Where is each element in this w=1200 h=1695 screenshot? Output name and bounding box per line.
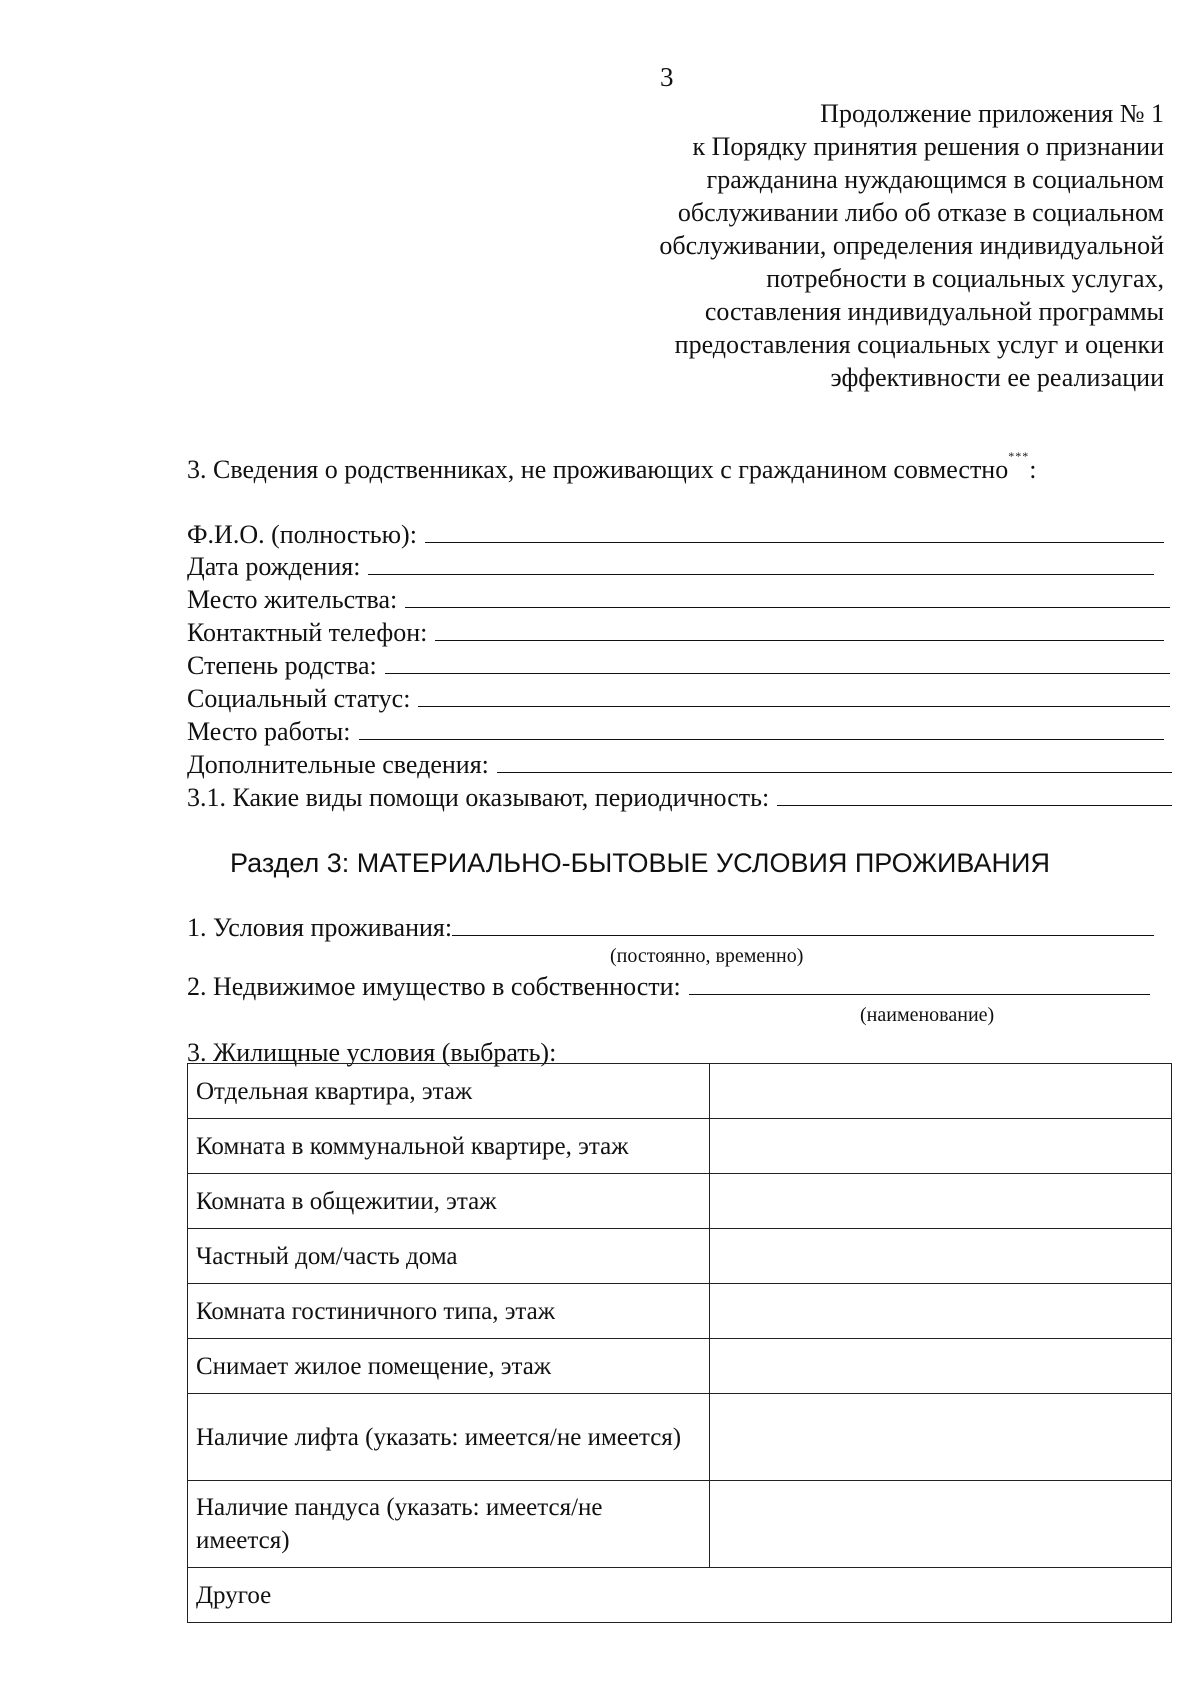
table-row [188, 1394, 1172, 1481]
table-row [188, 1064, 1172, 1119]
housing-conditions-table [187, 1063, 1172, 1623]
fill-line[interactable] [418, 684, 1170, 707]
housing-option-value-cell[interactable] [710, 1284, 1172, 1339]
table-row [188, 1174, 1172, 1229]
table-row [188, 1284, 1172, 1339]
housing-option: Комната в общежитии, этаж [188, 1174, 710, 1229]
field-living-conditions[interactable] [187, 913, 1154, 946]
living-conditions-hint: (постоянно, временно) [610, 945, 804, 967]
section-title: Раздел 3: МАТЕРИАЛЬНО-БЫТОВЫЕ УСЛОВИЯ ПРОЖИВАНИЯ [230, 848, 1050, 878]
header-line: эффективности ее реализации [830, 363, 1164, 392]
header-line: предоставления социальных услуг и оценки [674, 330, 1164, 359]
header-line: составления индивидуальной программы [704, 297, 1164, 326]
fill-line[interactable] [368, 552, 1154, 575]
field-label: Ф.И.О. (полностью): [187, 520, 417, 549]
housing-option-value-cell[interactable] [710, 1119, 1172, 1174]
fill-line[interactable] [359, 717, 1164, 740]
appendix-header [544, 97, 1164, 394]
fill-line[interactable] [689, 972, 1150, 995]
field-additional-info[interactable] [187, 750, 1172, 783]
housing-option-value-cell[interactable] [710, 1481, 1172, 1568]
field-label: 3.1. Какие виды помощи оказывают, периодичность: [187, 783, 770, 812]
field-label: Степень родства: [187, 651, 377, 680]
table-row [188, 1229, 1172, 1284]
field-label: Место жительства: [187, 585, 398, 614]
field-assistance-types[interactable] [187, 783, 1172, 816]
header-line: потребности в социальных услугах, [766, 264, 1164, 293]
header-line: гражданина нуждающимся в социальном [706, 165, 1164, 194]
housing-option: Снимает жилое помещение, этаж [188, 1339, 710, 1394]
housing-option: Наличие пандуса (указать: имеется/не имеется) [188, 1481, 710, 1568]
field-workplace[interactable] [187, 717, 1164, 750]
housing-option: Отдельная квартира, этаж [188, 1064, 710, 1119]
header-line: Продолжение приложения № 1 [820, 99, 1164, 128]
field-label: Дата рождения: [187, 552, 361, 581]
relatives-heading-text: 3. Сведения о родственниках, не проживающих с гражданином совместно [187, 455, 1009, 484]
housing-option: Комната в коммунальной квартире, этаж [188, 1119, 710, 1174]
field-label: Дополнительные сведения: [187, 750, 489, 779]
table-row [188, 1568, 1172, 1623]
field-social-status[interactable] [187, 684, 1170, 717]
header-line: к Порядку принятия решения о признании [692, 132, 1164, 161]
field-phone[interactable] [187, 618, 1164, 651]
field-label: Контактный телефон: [187, 618, 428, 647]
fill-line[interactable] [497, 750, 1172, 773]
housing-option: Комната гостиничного типа, этаж [188, 1284, 710, 1339]
header-line: обслуживании либо об отказе в социальном [677, 198, 1164, 227]
property-hint: (наименование) [860, 1004, 995, 1026]
table-row [188, 1339, 1172, 1394]
page-number: 3 [660, 62, 674, 92]
field-kinship[interactable] [187, 651, 1170, 684]
fill-line[interactable] [452, 913, 1154, 936]
relatives-heading [187, 449, 1037, 485]
fill-line[interactable] [425, 520, 1164, 543]
table-row [188, 1481, 1172, 1568]
housing-conditions-label: 3. Жилищные условия (выбрать): [187, 1038, 557, 1067]
field-birth-date[interactable] [187, 552, 1154, 585]
fill-line[interactable] [405, 585, 1170, 608]
footnote-mark: *** [1008, 449, 1030, 463]
field-label: 1. Условия проживания: [187, 913, 453, 942]
heading-colon: : [1029, 455, 1037, 484]
housing-option-value-cell[interactable] [710, 1174, 1172, 1229]
fill-line[interactable] [435, 618, 1164, 641]
header-line: обслуживании, определения индивидуальной [659, 231, 1164, 260]
housing-option-value-cell[interactable] [710, 1229, 1172, 1284]
housing-option-value-cell[interactable] [710, 1339, 1172, 1394]
field-residence[interactable] [187, 585, 1170, 618]
housing-option: Частный дом/часть дома [188, 1229, 710, 1284]
housing-option: Наличие лифта (указать: имеется/не имеется) [188, 1394, 710, 1481]
field-label: Социальный статус: [187, 684, 411, 713]
table-row [188, 1119, 1172, 1174]
housing-option-value-cell[interactable] [710, 1394, 1172, 1481]
housing-option[interactable]: Другое [188, 1568, 1172, 1623]
housing-option-value-cell[interactable] [710, 1064, 1172, 1119]
field-label: Место работы: [187, 717, 351, 746]
field-label: 2. Недвижимое имущество в собственности: [187, 972, 681, 1001]
fill-line[interactable] [777, 783, 1172, 806]
fill-line[interactable] [385, 651, 1170, 674]
field-full-name[interactable] [187, 520, 1164, 553]
field-property[interactable] [187, 972, 1150, 1005]
